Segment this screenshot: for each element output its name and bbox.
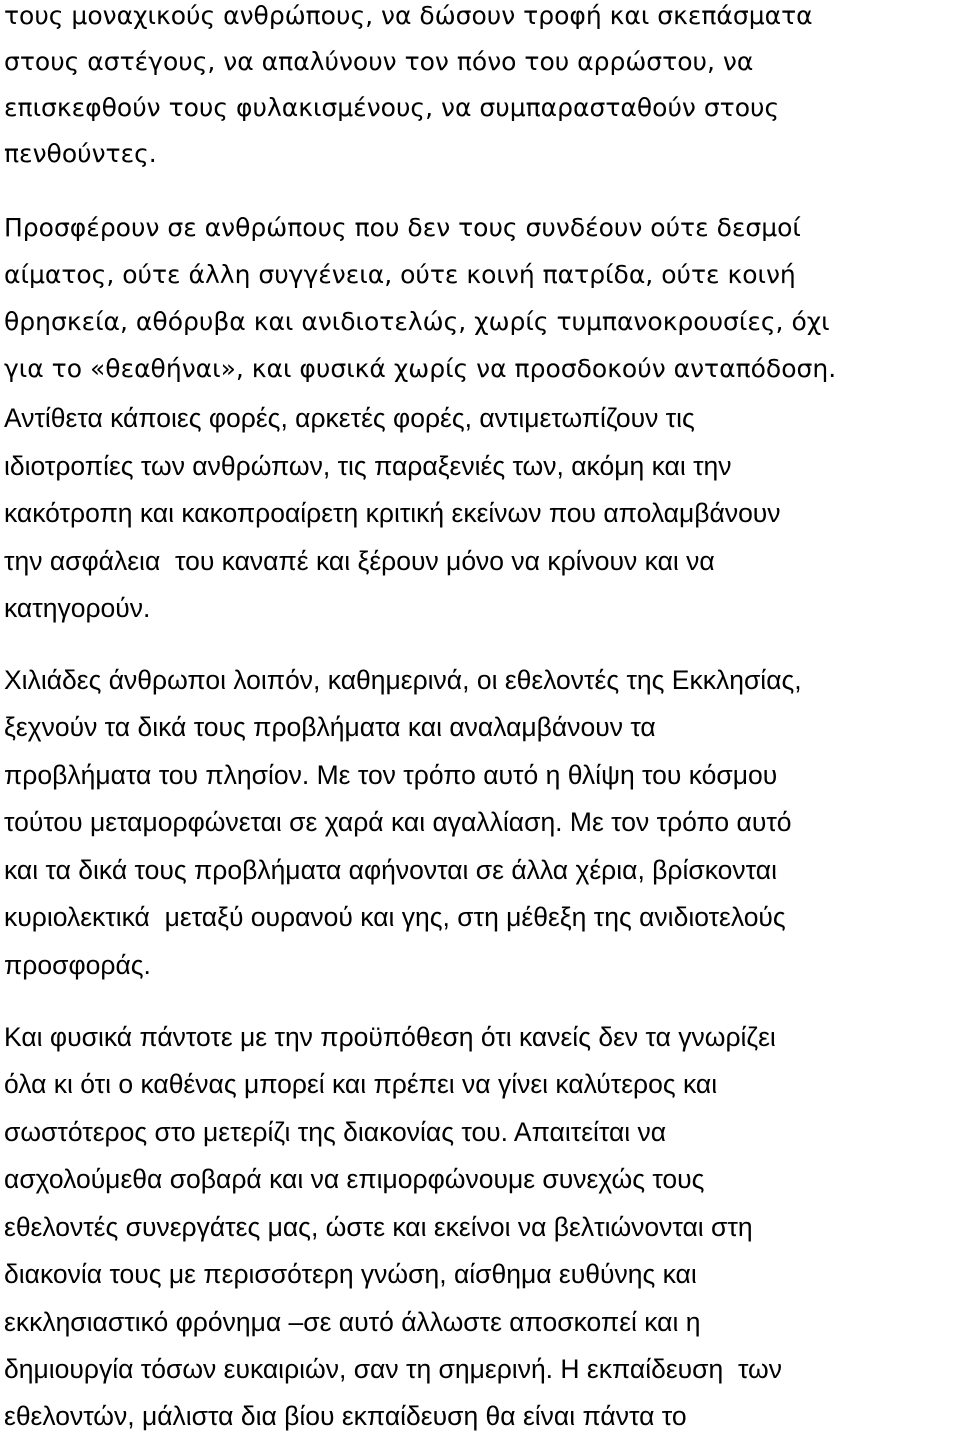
text-line: εθελοντών, μάλιστα δια βίου εκπαίδευση θα είναι πάντα το	[4, 1401, 687, 1431]
text-line: θρησκεία, αθόρυβα και ανιδιοτελώς, χωρίς τυμπανοκρουσίες, όχι	[4, 307, 830, 336]
text-line: δημιουργία τόσων ευκαιριών, σαν τη σημερινή. Η εκπαίδευση των	[4, 1354, 782, 1384]
text-line: τούτου μεταμορφώνεται σε χαρά και αγαλλίαση. Με τον τρόπο αυτό	[4, 807, 792, 837]
text-line: Αντίθετα κάποιες φορές, αρκετές φορές, αντιμετωπίζουν τις	[4, 403, 695, 433]
text-line: σωστότερος στο μετερίζι της διακονίας του. Απαιτείται να	[4, 1117, 667, 1147]
text-line: προσφοράς.	[4, 950, 151, 980]
text-line: και τα δικά τους προβλήματα αφήνονται σε άλλα χέρια, βρίσκονται	[4, 855, 777, 885]
text-line: για το «θεαθήναι», και φυσικά χωρίς να προσδοκούν ανταπόδοση.	[4, 354, 837, 383]
text-line: εθελοντές συνεργάτες μας, ώστε και εκείνοι να βελτιώνονται στη	[4, 1212, 753, 1242]
text-line: κυριολεκτικά μεταξύ ουρανού και γης, στη μέθεξη της ανιδιοτελούς	[4, 902, 786, 932]
text-line: ιδιοτροπίες των ανθρώπων, τις παραξενιές των, ακόμη και την	[4, 451, 732, 481]
text-line: τους μοναχικούς ανθρώπους, να δώσουν τροφή και σκεπάσματα	[4, 1, 813, 30]
text-line: κακότροπη και κακοπροαίρετη κριτική εκείνων που απολαμβάνουν	[4, 498, 781, 528]
text-line: ασχολούμεθα σοβαρά και να επιμορφώνουμε συνεχώς τους	[4, 1164, 705, 1194]
text-line: προβλήματα του πλησίον. Με τον τρόπο αυτό η θλίψη του κόσμου	[4, 760, 778, 790]
text-line: ξεχνούν τα δικά τους προβλήματα και αναλαμβάνουν τα	[4, 712, 656, 742]
text-line: αίματος, ούτε άλλη συγγένεια, ούτε κοινή πατρίδα, ούτε κοινή	[4, 260, 796, 289]
text-line: κατηγορούν.	[4, 593, 151, 623]
text-line: Χιλιάδες άνθρωποι λοιπόν, καθημερινά, οι εθελοντές της Εκκλησίας,	[4, 665, 802, 695]
text-line: εκκλησιαστικό φρόνημα –σε αυτό άλλωστε αποσκοπεί και η	[4, 1307, 701, 1337]
text-line: Και φυσικά πάντοτε με την προϋπόθεση ότι κανείς δεν τα γνωρίζει	[4, 1022, 776, 1052]
text-line: την ασφάλεια του καναπέ και ξέρουν μόνο να κρίνουν και να	[4, 546, 715, 576]
text-line: επισκεφθούν τους φυλακισμένους, να συμπαρασταθούν στους	[4, 93, 780, 122]
text-line: όλα κι ότι ο καθένας μπορεί και πρέπει να γίνει καλύτερος και	[4, 1069, 718, 1099]
text-line: στους αστέγους, να απαλύνουν τον πόνο του αρρώστου, να	[4, 47, 754, 76]
text-line: διακονία τους με περισσότερη γνώση, αίσθημα ευθύνης και	[4, 1259, 697, 1289]
text-line: Προσφέρουν σε ανθρώπους που δεν τους συνδέουν ούτε δεσμοί	[4, 213, 801, 242]
text-line: πενθούντες.	[4, 139, 157, 168]
